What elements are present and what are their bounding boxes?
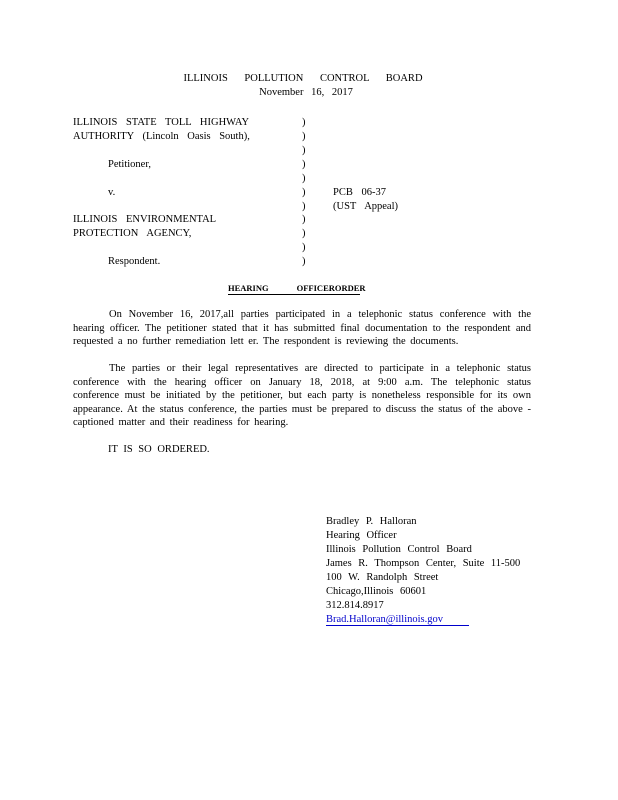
versus-label: v. [108,187,116,198]
petitioner-name-line1: ILLINOIS STATE TOLL HIGHWAY [73,117,250,128]
board-heading: ILLINOIS POLLUTION CONTROL BOARD [183,73,423,84]
caption-paren: ) [302,187,306,198]
caption-paren: ) [302,256,306,267]
order-date: November 16, 2017 [259,87,353,98]
caption-paren: ) [302,214,306,225]
case-type: (UST Appeal) [333,201,399,212]
signer-address-line1: James R. Thompson Center, Suite 11-500 [326,558,521,569]
caption-paren: ) [302,242,306,253]
signer-email-link[interactable] [326,613,469,627]
order-title [228,283,366,295]
caption-paren: ) [302,228,306,239]
caption-paren: ) [302,117,306,128]
order-title-part2: OFFICERORDER [296,283,366,293]
case-number: PCB 06-37 [333,187,386,198]
signer-phone: 312.814.8917 [326,600,384,611]
respondent-name-line1: ILLINOIS ENVIRONMENTAL [73,214,217,225]
signer-city: Chicago,Illinois 60601 [326,586,427,597]
caption-paren: ) [302,131,306,142]
caption-paren: ) [302,173,306,184]
signer-title: Hearing Officer [326,530,397,541]
signer-name: Bradley P. Halloran [326,516,417,527]
caption-paren: ) [302,159,306,170]
order-paragraph-1 [73,308,531,349]
respondent-name-line2: PROTECTION AGENCY, [73,228,192,239]
order-paragraph-2-text: The parties or their legal representatives are directed to participate in a telephonic status conference with the hearing officer on January 18, 2018, at 9:00 a.m. The telephonic status conference must be initiated by the petitioner, but each party is nonetheless responsible for its own appearance. At the status conference, the parties must be prepared to discuss the status of the above -captioned matter and their readiness for hearing. [73,363,531,428]
order-paragraph-1-text: On November 16, 2017,all parties participated in a telephonic status conference with the hearing officer. The petitioner stated that it has submitted final documentation to the respondent and requested a no further remediation lett er. The respondent is reviewing the documents. [73,309,531,347]
caption-paren: ) [302,145,306,156]
order-title-part1: HEARING [228,283,269,293]
respondent-role: Respondent. [108,256,161,267]
signer-organization: Illinois Pollution Control Board [326,544,472,555]
caption-paren: ) [302,201,306,212]
signer-email[interactable]: Brad.Halloran@illinois.gov [326,614,469,626]
petitioner-name-line2: AUTHORITY (Lincoln Oasis South), [73,131,250,142]
order-paragraph-2 [73,362,531,430]
petitioner-role: Petitioner, [108,159,152,170]
order-closing: IT IS SO ORDERED. [108,444,210,455]
signer-address-line2: 100 W. Randolph Street [326,572,439,583]
